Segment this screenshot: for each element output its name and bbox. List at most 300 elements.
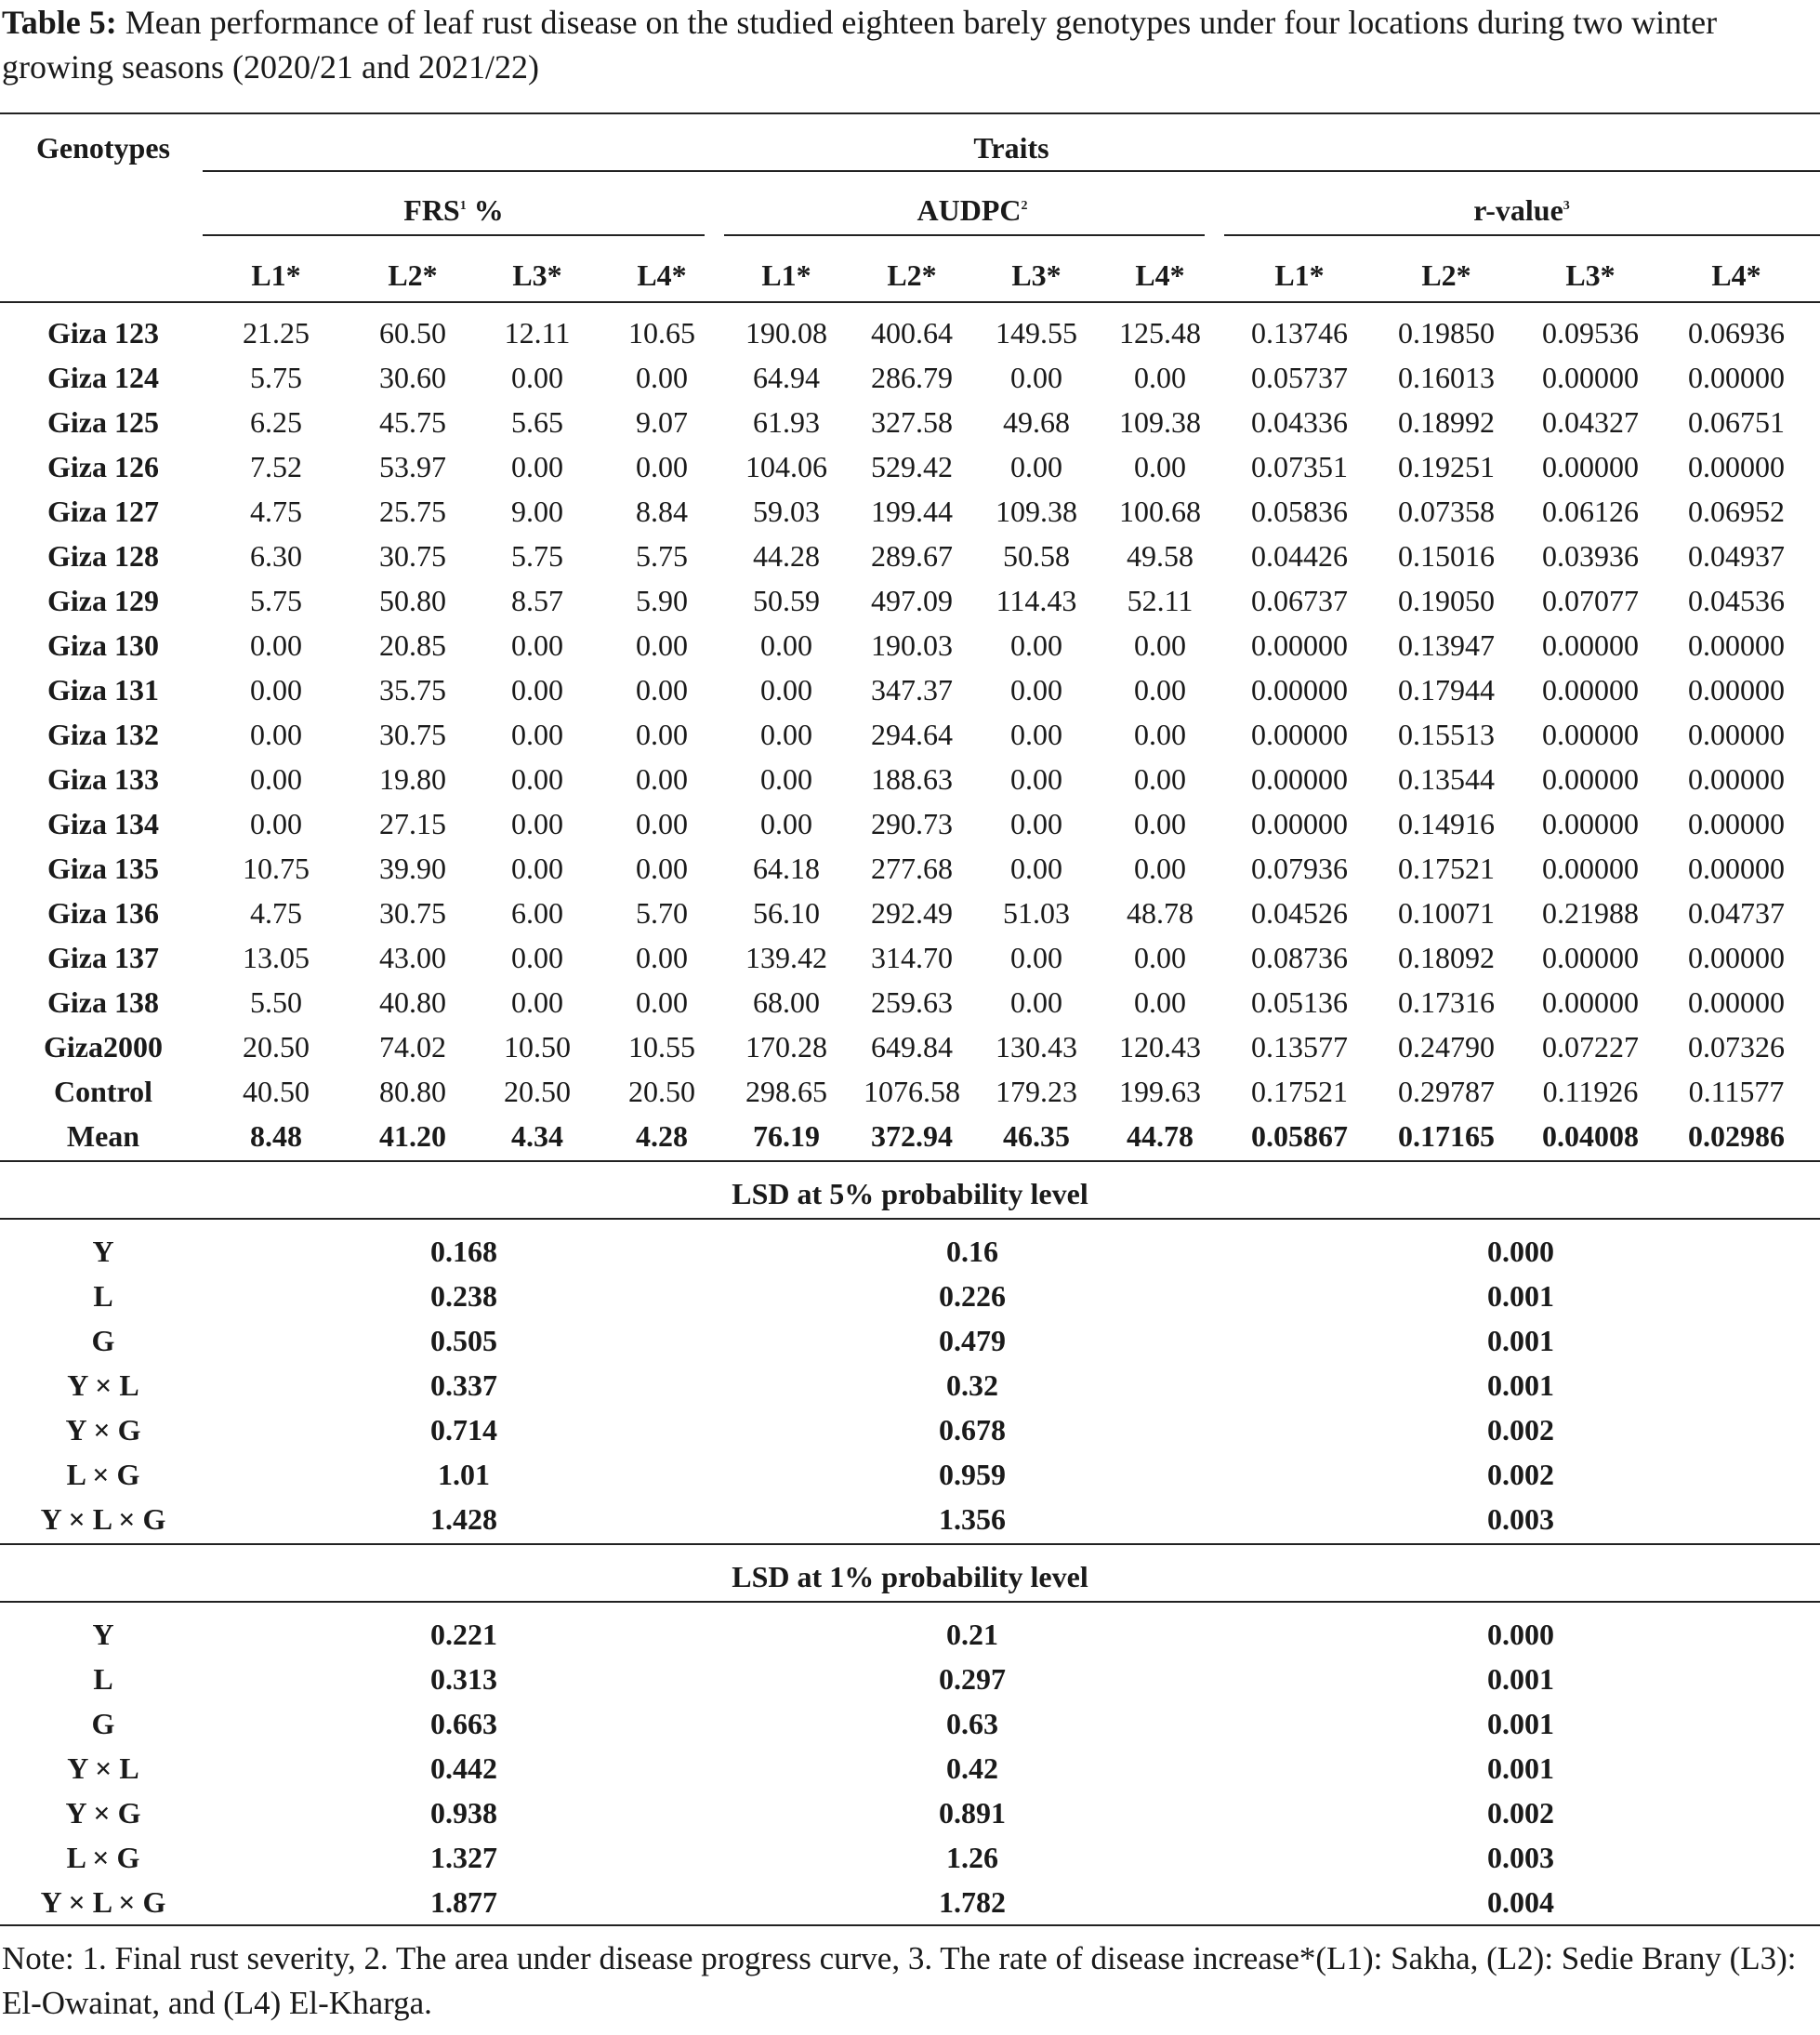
value-cell: 50.58 <box>1003 539 1070 573</box>
value-cell: 0.00000 <box>1688 628 1785 662</box>
value-cell: 125.48 <box>1119 316 1201 350</box>
genotype-cell: Giza 125 <box>47 405 159 439</box>
value-cell: 0.00 <box>1134 941 1186 974</box>
table-row <box>0 712 1820 757</box>
location-header: L4* <box>637 258 687 292</box>
lsd-source-label: L <box>93 1662 113 1696</box>
value-cell: 0.00000 <box>1688 450 1785 483</box>
value-cell: 0.19050 <box>1398 584 1495 617</box>
value-cell: 0.00 <box>636 852 688 885</box>
lsd-r-value: 0.002 <box>1487 1413 1554 1447</box>
value-cell: 6.00 <box>511 896 563 930</box>
location-header: L2* <box>1421 258 1471 292</box>
value-cell: 0.24790 <box>1398 1030 1495 1064</box>
value-cell: 4.75 <box>250 495 302 528</box>
value-cell: 0.05136 <box>1251 985 1348 1019</box>
value-cell: 292.49 <box>871 896 953 930</box>
value-cell: 0.00000 <box>1688 673 1785 707</box>
value-cell: 0.19251 <box>1398 450 1495 483</box>
value-cell: 0.00000 <box>1688 762 1785 796</box>
value-cell: 0.00 <box>636 673 688 707</box>
lsd-frs-value: 0.442 <box>430 1751 497 1785</box>
lsd-row <box>0 1363 1820 1407</box>
lsd-r-value: 0.001 <box>1487 1324 1554 1357</box>
value-cell: 20.50 <box>504 1075 571 1108</box>
value-cell: 49.68 <box>1003 405 1070 439</box>
value-cell: 649.84 <box>871 1030 953 1064</box>
lsd-r-value: 0.002 <box>1487 1796 1554 1830</box>
group-header-1 <box>833 188 1112 232</box>
value-cell: 0.04536 <box>1688 584 1785 617</box>
value-cell: 0.00 <box>1010 718 1062 751</box>
value-cell: 0.00000 <box>1251 807 1348 840</box>
genotype-cell: Giza 138 <box>47 985 159 1019</box>
lsd-frs-value: 0.938 <box>430 1796 497 1830</box>
value-cell: 74.02 <box>379 1030 446 1064</box>
table-row <box>0 757 1820 801</box>
value-cell: 0.00 <box>1010 852 1062 885</box>
value-cell: 12.11 <box>504 316 571 350</box>
top-rule <box>0 112 1820 114</box>
value-cell: 0.00 <box>1010 361 1062 394</box>
value-cell: 0.21988 <box>1542 896 1639 930</box>
value-cell: 40.80 <box>379 985 446 1019</box>
value-cell: 0.04426 <box>1251 539 1348 573</box>
lsd-frs-value: 1.877 <box>430 1885 497 1919</box>
table-row <box>0 578 1820 623</box>
lsd-source-label: Y × L × G <box>40 1885 166 1919</box>
value-cell: 10.75 <box>243 852 310 885</box>
value-cell: 68.00 <box>753 985 820 1019</box>
location-header: L1* <box>761 258 811 292</box>
value-cell: 0.00 <box>1010 450 1062 483</box>
value-cell: 10.50 <box>504 1030 571 1064</box>
lsd-row <box>0 1274 1820 1318</box>
table-row <box>0 667 1820 712</box>
value-cell: 20.50 <box>243 1030 310 1064</box>
mean-bottom-rule <box>0 1160 1820 1162</box>
lsd-frs-value: 0.238 <box>430 1279 497 1313</box>
lsd-source-label: Y × G <box>65 1413 141 1447</box>
value-cell: 0.29787 <box>1398 1075 1495 1108</box>
value-cell: 25.75 <box>379 495 446 528</box>
genotypes-header: Genotypes <box>36 131 170 165</box>
lsd-frs-value: 1.01 <box>438 1458 490 1491</box>
lsd-source-label: Y × L × G <box>40 1502 166 1536</box>
value-cell: 0.00 <box>760 762 812 796</box>
value-cell: 199.63 <box>1119 1075 1201 1108</box>
lsd-r-value: 0.003 <box>1487 1502 1554 1536</box>
value-cell: 5.75 <box>636 539 688 573</box>
value-cell: 190.08 <box>745 316 827 350</box>
value-cell: 61.93 <box>753 405 820 439</box>
lsd-frs-value: 0.168 <box>430 1235 497 1268</box>
value-cell: 327.58 <box>871 405 953 439</box>
value-cell: 0.00 <box>1010 762 1062 796</box>
value-cell: 50.59 <box>753 584 820 617</box>
lsd-row <box>0 1746 1820 1791</box>
value-cell: 0.13947 <box>1398 628 1495 662</box>
location-header: L3* <box>1565 258 1616 292</box>
genotype-cell: Giza 123 <box>47 316 159 350</box>
genotype-cell: Giza 127 <box>47 495 159 528</box>
value-cell: 0.07077 <box>1542 584 1639 617</box>
value-cell: 0.00000 <box>1688 985 1785 1019</box>
value-cell: 0.00000 <box>1542 985 1639 1019</box>
lsd-audpc-value: 0.63 <box>946 1707 998 1740</box>
table-row <box>0 355 1820 400</box>
value-cell: 286.79 <box>871 361 953 394</box>
group-header-name: AUDPC <box>917 193 1022 227</box>
rvalue-rule <box>1224 234 1820 236</box>
lsd-row <box>0 1835 1820 1880</box>
value-cell: 7.52 <box>250 450 302 483</box>
lsd-source-label: Y <box>92 1235 114 1268</box>
value-cell: 170.28 <box>745 1030 827 1064</box>
value-cell: 0.08736 <box>1251 941 1348 974</box>
value-cell: 64.94 <box>753 361 820 394</box>
value-cell: 0.05737 <box>1251 361 1348 394</box>
mean-value-cell: 46.35 <box>1003 1119 1070 1153</box>
value-cell: 0.13544 <box>1398 762 1495 796</box>
value-cell: 0.00000 <box>1688 807 1785 840</box>
value-cell: 10.65 <box>628 316 695 350</box>
value-cell: 0.00 <box>1010 985 1062 1019</box>
value-cell: 130.43 <box>996 1030 1077 1064</box>
lsd-source-label: L <box>93 1279 113 1313</box>
table-row <box>0 444 1820 489</box>
value-cell: 298.65 <box>745 1075 827 1108</box>
value-cell: 0.00 <box>1134 762 1186 796</box>
lsd-row <box>0 1452 1820 1497</box>
value-cell: 190.03 <box>871 628 953 662</box>
value-cell: 400.64 <box>871 316 953 350</box>
mean-value-cell: 0.17165 <box>1398 1119 1495 1153</box>
lsd-source-label: L × G <box>66 1458 140 1491</box>
value-cell: 104.06 <box>745 450 827 483</box>
group-header-sup: 2 <box>1021 199 1028 213</box>
value-cell: 149.55 <box>996 316 1077 350</box>
value-cell: 49.58 <box>1127 539 1194 573</box>
value-cell: 0.00000 <box>1251 673 1348 707</box>
value-cell: 0.15513 <box>1398 718 1495 751</box>
genotype-cell: Giza 124 <box>47 361 159 394</box>
value-cell: 4.75 <box>250 896 302 930</box>
lsd-frs-value: 0.337 <box>430 1368 497 1402</box>
lsd-r-value: 0.002 <box>1487 1458 1554 1491</box>
genotype-cell: Giza 133 <box>47 762 159 796</box>
value-cell: 0.00 <box>636 361 688 394</box>
value-cell: 0.00000 <box>1542 852 1639 885</box>
value-cell: 0.17521 <box>1398 852 1495 885</box>
value-cell: 0.00 <box>511 673 563 707</box>
value-cell: 5.65 <box>511 405 563 439</box>
lsd-row <box>0 1880 1820 1924</box>
lsd-row <box>0 1791 1820 1835</box>
lsd-source-label: Y × L <box>67 1751 139 1785</box>
lsd-row <box>0 1657 1820 1701</box>
mean-row <box>0 1114 1820 1158</box>
lsd-frs-value: 1.327 <box>430 1841 497 1874</box>
table-row <box>0 935 1820 980</box>
value-cell: 314.70 <box>871 941 953 974</box>
value-cell: 0.00 <box>1134 450 1186 483</box>
value-cell: 53.97 <box>379 450 446 483</box>
genotype-cell: Giza 132 <box>47 718 159 751</box>
lsd-r-value: 0.001 <box>1487 1707 1554 1740</box>
value-cell: 0.00 <box>511 762 563 796</box>
location-header: L1* <box>1274 258 1325 292</box>
table-row <box>0 980 1820 1024</box>
value-cell: 179.23 <box>996 1075 1077 1108</box>
value-cell: 20.85 <box>379 628 446 662</box>
lsd-r-value: 0.000 <box>1487 1618 1554 1651</box>
lsd-audpc-value: 0.959 <box>939 1458 1006 1491</box>
value-cell: 0.00000 <box>1251 762 1348 796</box>
value-cell: 8.84 <box>636 495 688 528</box>
value-cell: 0.00000 <box>1542 628 1639 662</box>
value-cell: 0.00000 <box>1688 852 1785 885</box>
value-cell: 0.06126 <box>1542 495 1639 528</box>
value-cell: 0.00 <box>760 673 812 707</box>
value-cell: 0.13577 <box>1251 1030 1348 1064</box>
traits-rule <box>203 170 1820 172</box>
genotype-cell: Giza 137 <box>47 941 159 974</box>
lsd-audpc-value: 0.678 <box>939 1413 1006 1447</box>
value-cell: 43.00 <box>379 941 446 974</box>
mean-value-cell: 372.94 <box>871 1119 953 1153</box>
value-cell: 294.64 <box>871 718 953 751</box>
value-cell: 188.63 <box>871 762 953 796</box>
table-row <box>0 400 1820 444</box>
value-cell: 0.00 <box>1010 807 1062 840</box>
genotype-cell: Control <box>53 1075 153 1108</box>
lsd-audpc-value: 0.42 <box>946 1751 998 1785</box>
location-header: L2* <box>388 258 438 292</box>
value-cell: 0.00 <box>1010 628 1062 662</box>
value-cell: 259.63 <box>871 985 953 1019</box>
lsd-audpc-value: 0.891 <box>939 1796 1006 1830</box>
mean-value-cell: 0.02986 <box>1688 1119 1785 1153</box>
mean-label: Mean <box>66 1119 140 1153</box>
group-header-suffix: % <box>466 193 504 227</box>
value-cell: 529.42 <box>871 450 953 483</box>
table-row <box>0 891 1820 935</box>
value-cell: 0.00 <box>636 450 688 483</box>
lsd-source-label: G <box>91 1707 115 1740</box>
value-cell: 0.06936 <box>1688 316 1785 350</box>
genotype-cell: Giza 131 <box>47 673 159 707</box>
value-cell: 80.80 <box>379 1075 446 1108</box>
value-cell: 0.00000 <box>1542 450 1639 483</box>
lsd-frs-value: 0.313 <box>430 1662 497 1696</box>
lsd-r-value: 0.001 <box>1487 1751 1554 1785</box>
value-cell: 114.43 <box>996 584 1077 617</box>
table-bottom-rule <box>0 1924 1820 1926</box>
value-cell: 5.50 <box>250 985 302 1019</box>
value-cell: 0.16013 <box>1398 361 1495 394</box>
value-cell: 0.00 <box>1010 941 1062 974</box>
value-cell: 0.07351 <box>1251 450 1348 483</box>
value-cell: 30.75 <box>379 539 446 573</box>
genotype-cell: Giza2000 <box>44 1030 163 1064</box>
lsd-source-label: Y × L <box>67 1368 139 1402</box>
value-cell: 0.00 <box>1134 718 1186 751</box>
value-cell: 0.00000 <box>1542 807 1639 840</box>
value-cell: 0.00 <box>250 673 302 707</box>
value-cell: 0.00000 <box>1688 941 1785 974</box>
value-cell: 0.11926 <box>1542 1075 1639 1108</box>
genotype-cell: Giza 126 <box>47 450 159 483</box>
lsd5-bottom-rule <box>0 1543 1820 1545</box>
group-header-name: r-value <box>1473 193 1563 227</box>
value-cell: 1076.58 <box>864 1075 960 1108</box>
mean-value-cell: 0.04008 <box>1542 1119 1639 1153</box>
value-cell: 10.55 <box>628 1030 695 1064</box>
value-cell: 48.78 <box>1127 896 1194 930</box>
mean-value-cell: 4.28 <box>636 1119 688 1153</box>
genotype-cell: Giza 130 <box>47 628 159 662</box>
value-cell: 0.06751 <box>1688 405 1785 439</box>
value-cell: 139.42 <box>745 941 827 974</box>
lsd-frs-value: 0.221 <box>430 1618 497 1651</box>
mean-value-cell: 8.48 <box>250 1119 302 1153</box>
value-cell: 290.73 <box>871 807 953 840</box>
value-cell: 5.70 <box>636 896 688 930</box>
value-cell: 0.15016 <box>1398 539 1495 573</box>
table-row <box>0 846 1820 891</box>
value-cell: 0.00 <box>636 807 688 840</box>
value-cell: 30.75 <box>379 718 446 751</box>
value-cell: 0.00 <box>511 628 563 662</box>
lsd1-title: LSD at 1% probability level <box>732 1560 1088 1593</box>
value-cell: 0.18092 <box>1398 941 1495 974</box>
value-cell: 0.00000 <box>1251 718 1348 751</box>
value-cell: 0.19850 <box>1398 316 1495 350</box>
value-cell: 5.75 <box>250 584 302 617</box>
value-cell: 277.68 <box>871 852 953 885</box>
lsd-frs-value: 0.663 <box>430 1707 497 1740</box>
mean-value-cell: 0.05867 <box>1251 1119 1348 1153</box>
lsd-r-value: 0.001 <box>1487 1368 1554 1402</box>
table-row <box>0 623 1820 667</box>
value-cell: 0.14916 <box>1398 807 1495 840</box>
table-row <box>0 1024 1820 1069</box>
value-cell: 40.50 <box>243 1075 310 1108</box>
group-header-2 <box>1382 188 1661 232</box>
mean-value-cell: 44.78 <box>1127 1119 1194 1153</box>
value-cell: 0.00 <box>1010 673 1062 707</box>
value-cell: 0.00000 <box>1688 718 1785 751</box>
genotype-cell: Giza 136 <box>47 896 159 930</box>
value-cell: 0.00 <box>250 718 302 751</box>
value-cell: 0.13746 <box>1251 316 1348 350</box>
value-cell: 64.18 <box>753 852 820 885</box>
value-cell: 6.25 <box>250 405 302 439</box>
value-cell: 0.00 <box>250 762 302 796</box>
lsd-source-label: G <box>91 1324 115 1357</box>
value-cell: 30.60 <box>379 361 446 394</box>
value-cell: 0.04737 <box>1688 896 1785 930</box>
value-cell: 0.00 <box>511 941 563 974</box>
value-cell: 0.07936 <box>1251 852 1348 885</box>
value-cell: 289.67 <box>871 539 953 573</box>
value-cell: 0.06952 <box>1688 495 1785 528</box>
group-header-0 <box>314 188 593 232</box>
caption-label: Table 5: <box>2 4 117 41</box>
lsd-frs-value: 0.505 <box>430 1324 497 1357</box>
value-cell: 0.00 <box>636 985 688 1019</box>
location-header: L4* <box>1711 258 1761 292</box>
value-cell: 0.00 <box>636 762 688 796</box>
lsd-row <box>0 1612 1820 1657</box>
traits-header: Traits <box>973 131 1049 165</box>
value-cell: 0.00 <box>1134 807 1186 840</box>
value-cell: 0.00 <box>511 450 563 483</box>
table-caption <box>2 0 1814 89</box>
audpc-rule <box>724 234 1205 236</box>
value-cell: 21.25 <box>243 316 310 350</box>
value-cell: 0.03936 <box>1542 539 1639 573</box>
value-cell: 0.00 <box>511 985 563 1019</box>
caption-text: Mean performance of leaf rust disease on the studied eighteen barely genotypes under four locations during two winter growing seasons (2020/21 and 2021/22) <box>2 4 1718 86</box>
value-cell: 0.11577 <box>1688 1075 1785 1108</box>
lsd-row <box>0 1229 1820 1274</box>
value-cell: 0.00 <box>511 718 563 751</box>
frs-rule <box>203 234 705 236</box>
table-row <box>0 489 1820 534</box>
value-cell: 0.00000 <box>1688 361 1785 394</box>
lsd-audpc-value: 0.297 <box>939 1662 1006 1696</box>
value-cell: 109.38 <box>1119 405 1201 439</box>
group-header-sup: 3 <box>1563 199 1570 213</box>
value-cell: 0.00 <box>1134 673 1186 707</box>
value-cell: 0.00000 <box>1542 673 1639 707</box>
value-cell: 0.00000 <box>1542 762 1639 796</box>
genotype-cell: Giza 129 <box>47 584 159 617</box>
value-cell: 0.07326 <box>1688 1030 1785 1064</box>
location-header: L1* <box>251 258 301 292</box>
value-cell: 109.38 <box>996 495 1077 528</box>
lsd-r-value: 0.000 <box>1487 1235 1554 1268</box>
lsd-source-label: L × G <box>66 1841 140 1874</box>
lsd-row <box>0 1701 1820 1746</box>
value-cell: 0.00 <box>1134 361 1186 394</box>
group-header-sup: 1 <box>459 199 467 213</box>
value-cell: 50.80 <box>379 584 446 617</box>
value-cell: 8.57 <box>511 584 563 617</box>
table-row <box>0 801 1820 846</box>
value-cell: 0.04937 <box>1688 539 1785 573</box>
lsd-audpc-value: 1.782 <box>939 1885 1006 1919</box>
value-cell: 0.00000 <box>1542 941 1639 974</box>
mean-value-cell: 76.19 <box>753 1119 820 1153</box>
mean-value-cell: 41.20 <box>379 1119 446 1153</box>
value-cell: 0.10071 <box>1398 896 1495 930</box>
lsd-r-value: 0.004 <box>1487 1885 1554 1919</box>
lsd-r-value: 0.001 <box>1487 1279 1554 1313</box>
value-cell: 45.75 <box>379 405 446 439</box>
lsd-r-value: 0.001 <box>1487 1662 1554 1696</box>
value-cell: 199.44 <box>871 495 953 528</box>
lsd-audpc-value: 0.32 <box>946 1368 998 1402</box>
value-cell: 9.00 <box>511 495 563 528</box>
value-cell: 52.11 <box>1127 584 1194 617</box>
value-cell: 0.00 <box>760 718 812 751</box>
lsd-source-label: Y × G <box>65 1796 141 1830</box>
header-bottom-rule <box>0 301 1820 303</box>
lsd-audpc-value: 1.26 <box>946 1841 998 1874</box>
